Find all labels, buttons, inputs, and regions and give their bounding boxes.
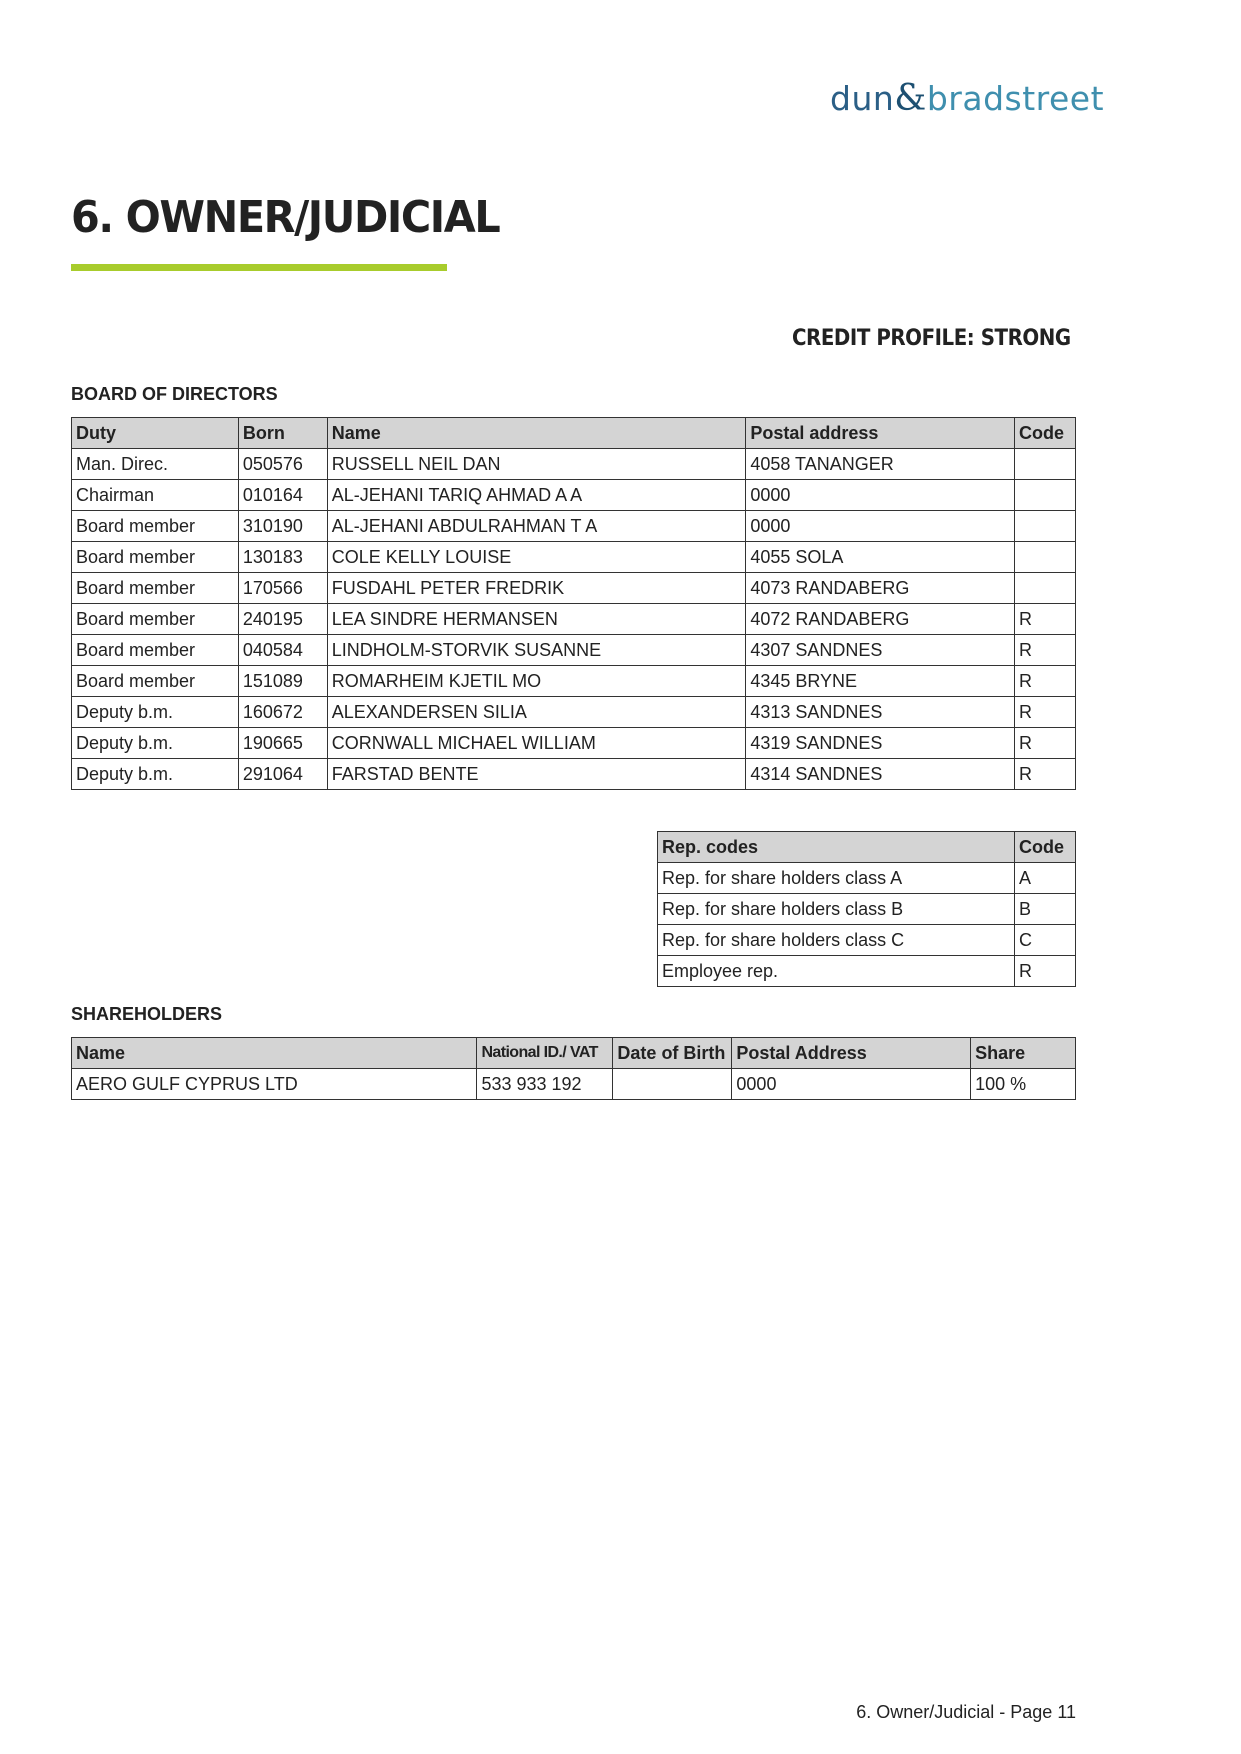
- board-cell-name: AL-JEHANI ABDULRAHMAN T A: [327, 511, 746, 542]
- credit-profile: CREDIT PROFILE: STRONG: [792, 326, 1071, 351]
- board-cell-born: 310190: [238, 511, 327, 542]
- board-cell-code: R: [1014, 604, 1075, 635]
- rep-codes-cell-description: Rep. for share holders class C: [658, 925, 1015, 956]
- board-cell-duty: Deputy b.m.: [72, 697, 239, 728]
- table-row: [72, 1069, 1076, 1100]
- shareholders-cell-national-id: 533 933 192: [477, 1069, 613, 1100]
- table-row: [658, 925, 1076, 956]
- table-row: [72, 573, 1076, 604]
- rep-codes-cell-code: C: [1015, 925, 1076, 956]
- table-row: [72, 697, 1076, 728]
- rep-codes-table: [657, 831, 1076, 987]
- board-cell-code: [1014, 449, 1075, 480]
- board-cell-postal-address: 4055 SOLA: [746, 542, 1015, 573]
- board-cell-code: R: [1014, 728, 1075, 759]
- board-cell-postal-address: 4072 RANDABERG: [746, 604, 1015, 635]
- board-cell-code: R: [1014, 666, 1075, 697]
- shareholders-cell-name: AERO GULF CYPRUS LTD: [72, 1069, 477, 1100]
- board-cell-born: 130183: [238, 542, 327, 573]
- board-cell-postal-address: 4313 SANDNES: [746, 697, 1015, 728]
- board-cell-postal-address: 4058 TANANGER: [746, 449, 1015, 480]
- board-cell-born: 050576: [238, 449, 327, 480]
- page-footer: 6. Owner/Judicial - Page 11: [856, 1702, 1076, 1722]
- board-cell-postal-address: 4345 BRYNE: [746, 666, 1015, 697]
- shareholders-cell-share: 100 %: [971, 1069, 1076, 1100]
- board-cell-code: R: [1014, 759, 1075, 790]
- shareholders-cell-date-of-birth: [613, 1069, 732, 1100]
- rep-codes-cell-description: Rep. for share holders class B: [658, 894, 1015, 925]
- table-row: [72, 604, 1076, 635]
- board-cell-duty: Board member: [72, 573, 239, 604]
- table-row: [72, 511, 1076, 542]
- board-cell-name: ROMARHEIM KJETIL MO: [327, 666, 746, 697]
- board-cell-name: CORNWALL MICHAEL WILLIAM: [327, 728, 746, 759]
- board-heading: BOARD OF DIRECTORS: [71, 384, 278, 404]
- board-col-postal-address: Postal address: [746, 418, 1015, 449]
- rep-codes-cell-code: A: [1015, 863, 1076, 894]
- table-row: [72, 666, 1076, 697]
- title-underline: [71, 264, 447, 271]
- shareholders-cell-postal-address: 0000: [732, 1069, 971, 1100]
- board-cell-born: 010164: [238, 480, 327, 511]
- board-cell-code: [1014, 573, 1075, 604]
- board-cell-duty: Board member: [72, 511, 239, 542]
- board-of-directors-table: [71, 417, 1076, 790]
- table-row: [72, 759, 1076, 790]
- board-cell-postal-address: 0000: [746, 480, 1015, 511]
- board-cell-born: 151089: [238, 666, 327, 697]
- board-cell-born: 040584: [238, 635, 327, 666]
- table-row: [658, 956, 1076, 987]
- board-cell-duty: Board member: [72, 666, 239, 697]
- rep-codes-col-code: Code: [1015, 832, 1076, 863]
- shareholders-table: [71, 1037, 1076, 1100]
- board-cell-duty: Chairman: [72, 480, 239, 511]
- board-cell-name: ALEXANDERSEN SILIA: [327, 697, 746, 728]
- table-row: [658, 863, 1076, 894]
- board-cell-born: 160672: [238, 697, 327, 728]
- board-cell-postal-address: 0000: [746, 511, 1015, 542]
- board-cell-name: LEA SINDRE HERMANSEN: [327, 604, 746, 635]
- rep-codes-col-description: Rep. codes: [658, 832, 1015, 863]
- table-row: [72, 728, 1076, 759]
- logo-text-bradstreet: bradstreet: [926, 79, 1105, 118]
- board-cell-name: AL-JEHANI TARIQ AHMAD A A: [327, 480, 746, 511]
- rep-codes-cell-description: Rep. for share holders class A: [658, 863, 1015, 894]
- rep-codes-cell-code: R: [1015, 956, 1076, 987]
- board-cell-code: R: [1014, 635, 1075, 666]
- board-col-duty: Duty: [72, 418, 239, 449]
- board-cell-name: FARSTAD BENTE: [327, 759, 746, 790]
- shareholders-col-share: Share: [971, 1038, 1076, 1069]
- board-col-code: Code: [1014, 418, 1075, 449]
- table-row: [658, 894, 1076, 925]
- board-cell-code: [1014, 542, 1075, 573]
- board-cell-name: COLE KELLY LOUISE: [327, 542, 746, 573]
- board-cell-postal-address: 4314 SANDNES: [746, 759, 1015, 790]
- board-header-row: [72, 418, 1076, 449]
- board-cell-duty: Board member: [72, 542, 239, 573]
- rep-codes-cell-code: B: [1015, 894, 1076, 925]
- board-cell-name: RUSSELL NEIL DAN: [327, 449, 746, 480]
- board-cell-postal-address: 4307 SANDNES: [746, 635, 1015, 666]
- board-cell-born: 190665: [238, 728, 327, 759]
- board-cell-duty: Man. Direc.: [72, 449, 239, 480]
- board-cell-born: 291064: [238, 759, 327, 790]
- board-cell-born: 170566: [238, 573, 327, 604]
- board-col-born: Born: [238, 418, 327, 449]
- rep-codes-header-row: [658, 832, 1076, 863]
- board-cell-code: [1014, 511, 1075, 542]
- logo-ampersand: &: [894, 78, 927, 119]
- table-row: [72, 449, 1076, 480]
- shareholders-col-name: Name: [72, 1038, 477, 1069]
- page-title: 6. OWNER/JUDICIAL: [71, 192, 500, 243]
- board-cell-duty: Board member: [72, 635, 239, 666]
- board-col-name: Name: [327, 418, 746, 449]
- dun-bradstreet-logo: [830, 78, 1105, 128]
- board-cell-name: FUSDAHL PETER FREDRIK: [327, 573, 746, 604]
- board-cell-duty: Deputy b.m.: [72, 728, 239, 759]
- table-row: [72, 542, 1076, 573]
- table-row: [72, 635, 1076, 666]
- shareholders-header-row: [72, 1038, 1076, 1069]
- board-cell-duty: Board member: [72, 604, 239, 635]
- table-row: [72, 480, 1076, 511]
- board-cell-code: [1014, 480, 1075, 511]
- board-cell-postal-address: 4319 SANDNES: [746, 728, 1015, 759]
- shareholders-col-date-of-birth: Date of Birth: [613, 1038, 732, 1069]
- board-cell-name: LINDHOLM-STORVIK SUSANNE: [327, 635, 746, 666]
- shareholders-col-postal-address: Postal Address: [732, 1038, 971, 1069]
- board-cell-born: 240195: [238, 604, 327, 635]
- board-cell-duty: Deputy b.m.: [72, 759, 239, 790]
- board-cell-code: R: [1014, 697, 1075, 728]
- board-cell-postal-address: 4073 RANDABERG: [746, 573, 1015, 604]
- shareholders-heading: SHAREHOLDERS: [71, 1004, 223, 1024]
- rep-codes-cell-description: Employee rep.: [658, 956, 1015, 987]
- shareholders-col-national-id: National ID./ VAT: [477, 1038, 613, 1069]
- logo-text-dun: dun: [830, 79, 895, 118]
